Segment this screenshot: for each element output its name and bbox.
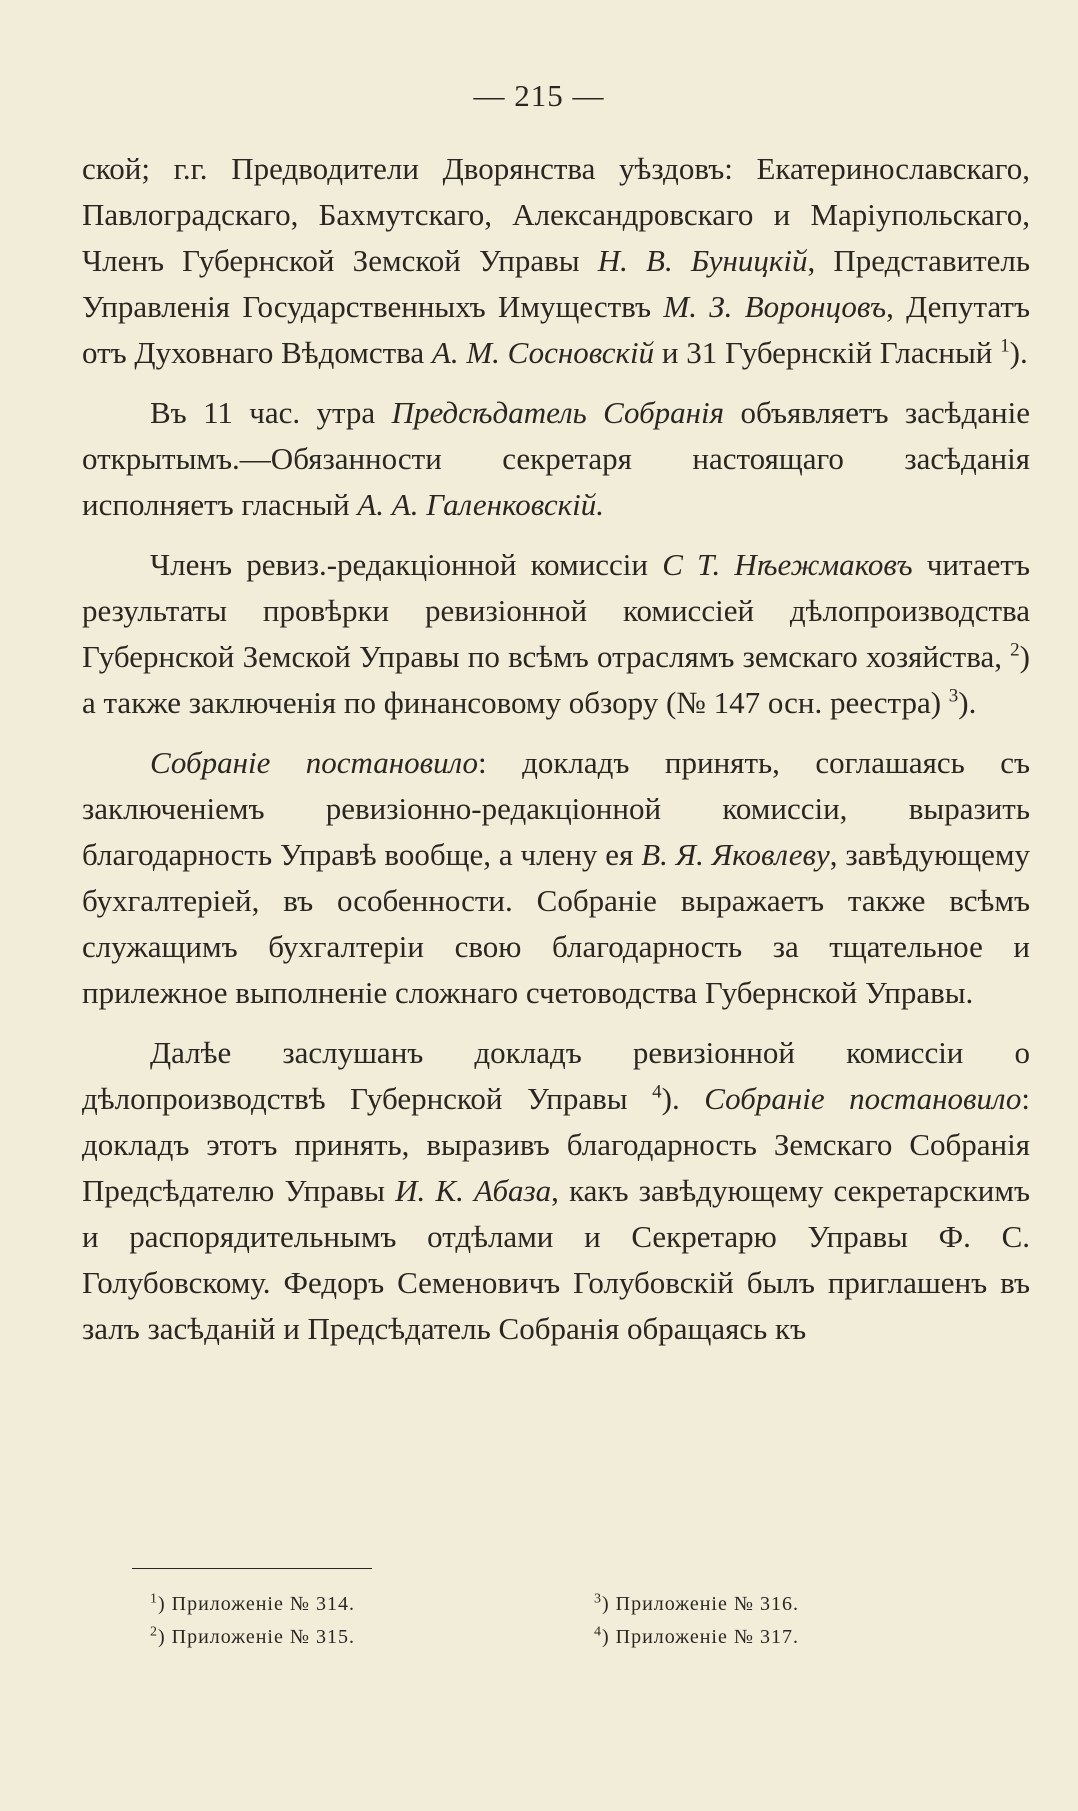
paragraph-text: ) а также заключенія по финансовому обзору (№ 147 осн. реестра) xyxy=(82,639,1030,720)
footnote-ref: 1 xyxy=(1000,335,1010,357)
footnote-text: ) Приложеніе № 317. xyxy=(602,1626,799,1648)
person-name: С Т. Нѣежмаковъ xyxy=(662,547,913,582)
page-number: — 215 — xyxy=(473,78,605,113)
paragraph-text: , Представитель Управленія Государственныхъ Имуществъ xyxy=(82,243,1030,324)
paragraph-5 xyxy=(82,1030,1030,1352)
paragraph-text: и 31 Губернскій Гласный xyxy=(654,335,1001,370)
person-name: В. Я. Яковлеву xyxy=(641,837,830,872)
footnote xyxy=(594,1621,910,1654)
body-text xyxy=(82,146,1030,1352)
paragraph-1 xyxy=(82,146,1030,376)
paragraph-text: ). xyxy=(661,1081,705,1116)
paragraph-4 xyxy=(82,740,1030,1016)
paragraph-text: , завѣдующему бухгалтеріей, въ особенности. Собраніе выражаетъ также всѣмъ служащимъ бухгалтеріи свою благодарность за тщательное и прилежное выполненіе сложнаго счетоводства Губернской Управы. xyxy=(82,837,1031,1010)
footnote-text: ) Приложеніе № 315. xyxy=(158,1626,355,1648)
italic-term: Предсѣдатель Собранія xyxy=(391,395,725,430)
footnote-text: ) Приложеніе № 314. xyxy=(158,1593,355,1615)
paragraph-text: ской; г.г. Предводители Дворянства уѣздовъ: Екатеринославскаго, Павлоградскаго, Бахмутскаго, Александровскаго и Маріупольскаго, Членъ Губернской Земской Управы xyxy=(82,151,1030,278)
paragraph-text: ). xyxy=(1009,335,1028,370)
paragraph-text: объявляетъ засѣданіе открытымъ.—Обязанности секретаря настоящаго засѣданія исполняетъ гласный xyxy=(82,395,1030,522)
paragraph-2 xyxy=(82,390,1030,528)
person-name: А. А. Галенковскій. xyxy=(357,487,604,522)
footnotes xyxy=(150,1588,910,1654)
paragraph-text: : докладъ этотъ принять, выразивъ благодарность Земскаго Собранія Предсѣдателю Управы xyxy=(82,1081,1031,1208)
italic-term: Собраніе постановило xyxy=(150,745,479,780)
paragraph-text: Членъ ревиз.-редакціонной комиссіи xyxy=(150,547,663,582)
footnote-divider xyxy=(132,1568,372,1569)
footnote xyxy=(150,1588,594,1621)
paragraph-text: , какъ завѣдующему секретарскимъ и распорядительнымъ отдѣлами и Секретарю Управы Ф. С. Голубовскому. Федоръ Семеновичъ Голубовскій былъ приглашенъ въ залъ засѣданій и Предсѣдатель Собранія обращаясь къ xyxy=(82,1173,1030,1346)
footnote-ref: 4 xyxy=(652,1081,662,1103)
paragraph-text: читаетъ результаты провѣрки ревизіонной комиссіей дѣлопроизводства Губернской Земской Управы по всѣмъ отраслямъ земскаго хозяйства, xyxy=(82,547,1030,674)
person-name: А. М. Сосновскій xyxy=(431,335,655,370)
person-name: Н. В. Буницкій xyxy=(597,243,808,278)
footnote-number: 1 xyxy=(150,1591,158,1607)
footnote xyxy=(150,1621,594,1654)
footnote-text: ) Приложеніе № 316. xyxy=(602,1593,799,1615)
footnote-ref: 2 xyxy=(1010,639,1020,661)
footnote-number: 4 xyxy=(594,1624,602,1640)
footnote xyxy=(594,1588,910,1621)
paragraph-text: , Депутатъ отъ Духовнаго Вѣдомства xyxy=(82,289,1030,370)
footnote-number: 2 xyxy=(150,1624,158,1640)
paragraph-3 xyxy=(82,542,1030,726)
paragraph-text: Въ 11 час. утра xyxy=(150,395,392,430)
footnote-ref: 3 xyxy=(948,685,959,707)
italic-term: Собраніе постановило xyxy=(704,1081,1022,1116)
person-name: И. К. Абаза xyxy=(395,1173,552,1208)
paragraph-text: ). xyxy=(958,685,977,720)
footnote-number: 3 xyxy=(594,1591,602,1607)
paragraph-text: Далѣе заслушанъ докладъ ревизіонной комиссіи о дѣлопроизводствѣ Губернской Управы xyxy=(82,1035,1030,1116)
person-name: М. З. Воронцовъ xyxy=(663,289,887,324)
paragraph-text: : докладъ принять, соглашаясь съ заключеніемъ ревизіонно-редакціонной комиссіи, выразить благодарность Управѣ вообще, а члену ея xyxy=(82,745,1030,872)
